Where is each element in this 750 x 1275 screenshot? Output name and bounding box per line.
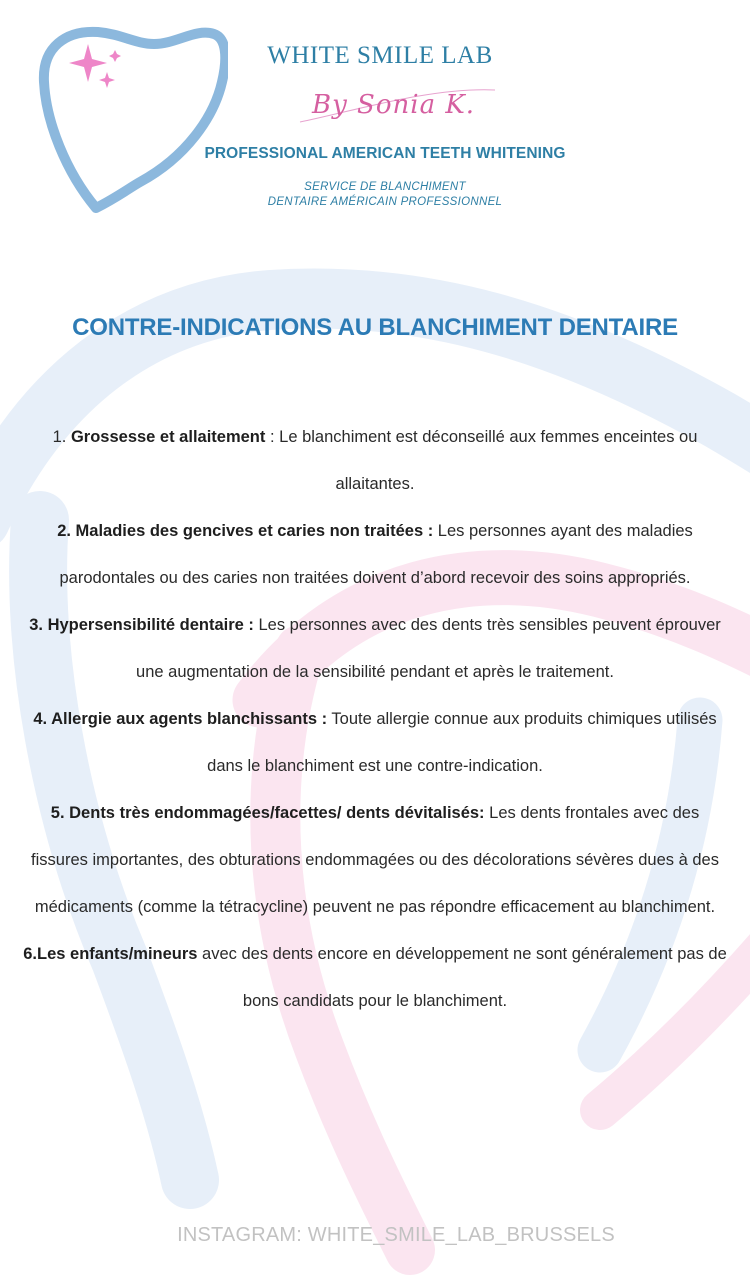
item-heading: 5. Dents très endommagées/facettes/ dents dévitalisés:: [50, 804, 485, 822]
item-body: Les personnes avec des dents très sensibles peuvent éprouver une augmentation de la sensibilité pendant et après le traitement.: [136, 616, 721, 681]
brand-subtitle-line-1: SERVICE DE BLANCHIMENT: [304, 181, 466, 193]
brand-signature: [290, 82, 500, 132]
item-heading: 4. Allergie aux agents blanchissants :: [33, 710, 328, 728]
signature-text: By Sonia K.: [312, 90, 476, 120]
item-heading: 6.Les enfants/mineurs: [23, 945, 198, 963]
item-heading: Grossesse et allaitement: [70, 428, 266, 446]
list-item: [22, 931, 728, 1025]
item-lead: 1.: [52, 428, 71, 446]
contraindications-list: [22, 414, 728, 1025]
page-title: CONTRE-INDICATIONS AU BLANCHIMENT DENTAIRE: [72, 314, 678, 341]
brand-tagline: PROFESSIONAL AMERICAN TEETH WHITENING: [204, 145, 566, 162]
brand-subtitle: [190, 180, 580, 210]
item-body: avec des dents encore en développement ne sont généralement pas de bons candidats pour le blanchiment.: [197, 945, 727, 1010]
item-body: : Le blanchiment est déconseillé aux femmes enceintes ou allaitantes.: [265, 428, 698, 493]
brand-subtitle-line-2: DENTAIRE AMÉRICAIN PROFESSIONNEL: [267, 196, 503, 208]
brand-name: WHITE SMILE LAB: [267, 42, 493, 69]
list-item: [22, 696, 728, 790]
header: [0, 0, 750, 240]
item-body: Toute allergie connue aux produits chimiques utilisés dans le blanchiment est une contre-indication.: [207, 710, 717, 775]
instagram-handle: INSTAGRAM: WHITE_SMILE_LAB_BRUSSELS: [177, 1224, 615, 1246]
item-body: Les personnes ayant des maladies parodontales ou des caries non traitées doivent d’abord recevoir des soins appropriés.: [59, 522, 693, 587]
list-item: [22, 790, 728, 931]
item-heading: 3. Hypersensibilité dentaire :: [29, 616, 254, 634]
item-heading: 2. Maladies des gencives et caries non traitées :: [57, 522, 434, 540]
sparkle-icon: [69, 44, 121, 88]
list-item: [22, 508, 728, 602]
item-body: Les dents frontales avec des fissures importantes, des obturations endommagées ou des décolorations sévères dues à des médicaments (comme la tétracycline) peuvent ne pas répondre efficacement au blanchiment.: [31, 804, 719, 916]
list-item: [22, 602, 728, 696]
list-item: [22, 414, 728, 508]
